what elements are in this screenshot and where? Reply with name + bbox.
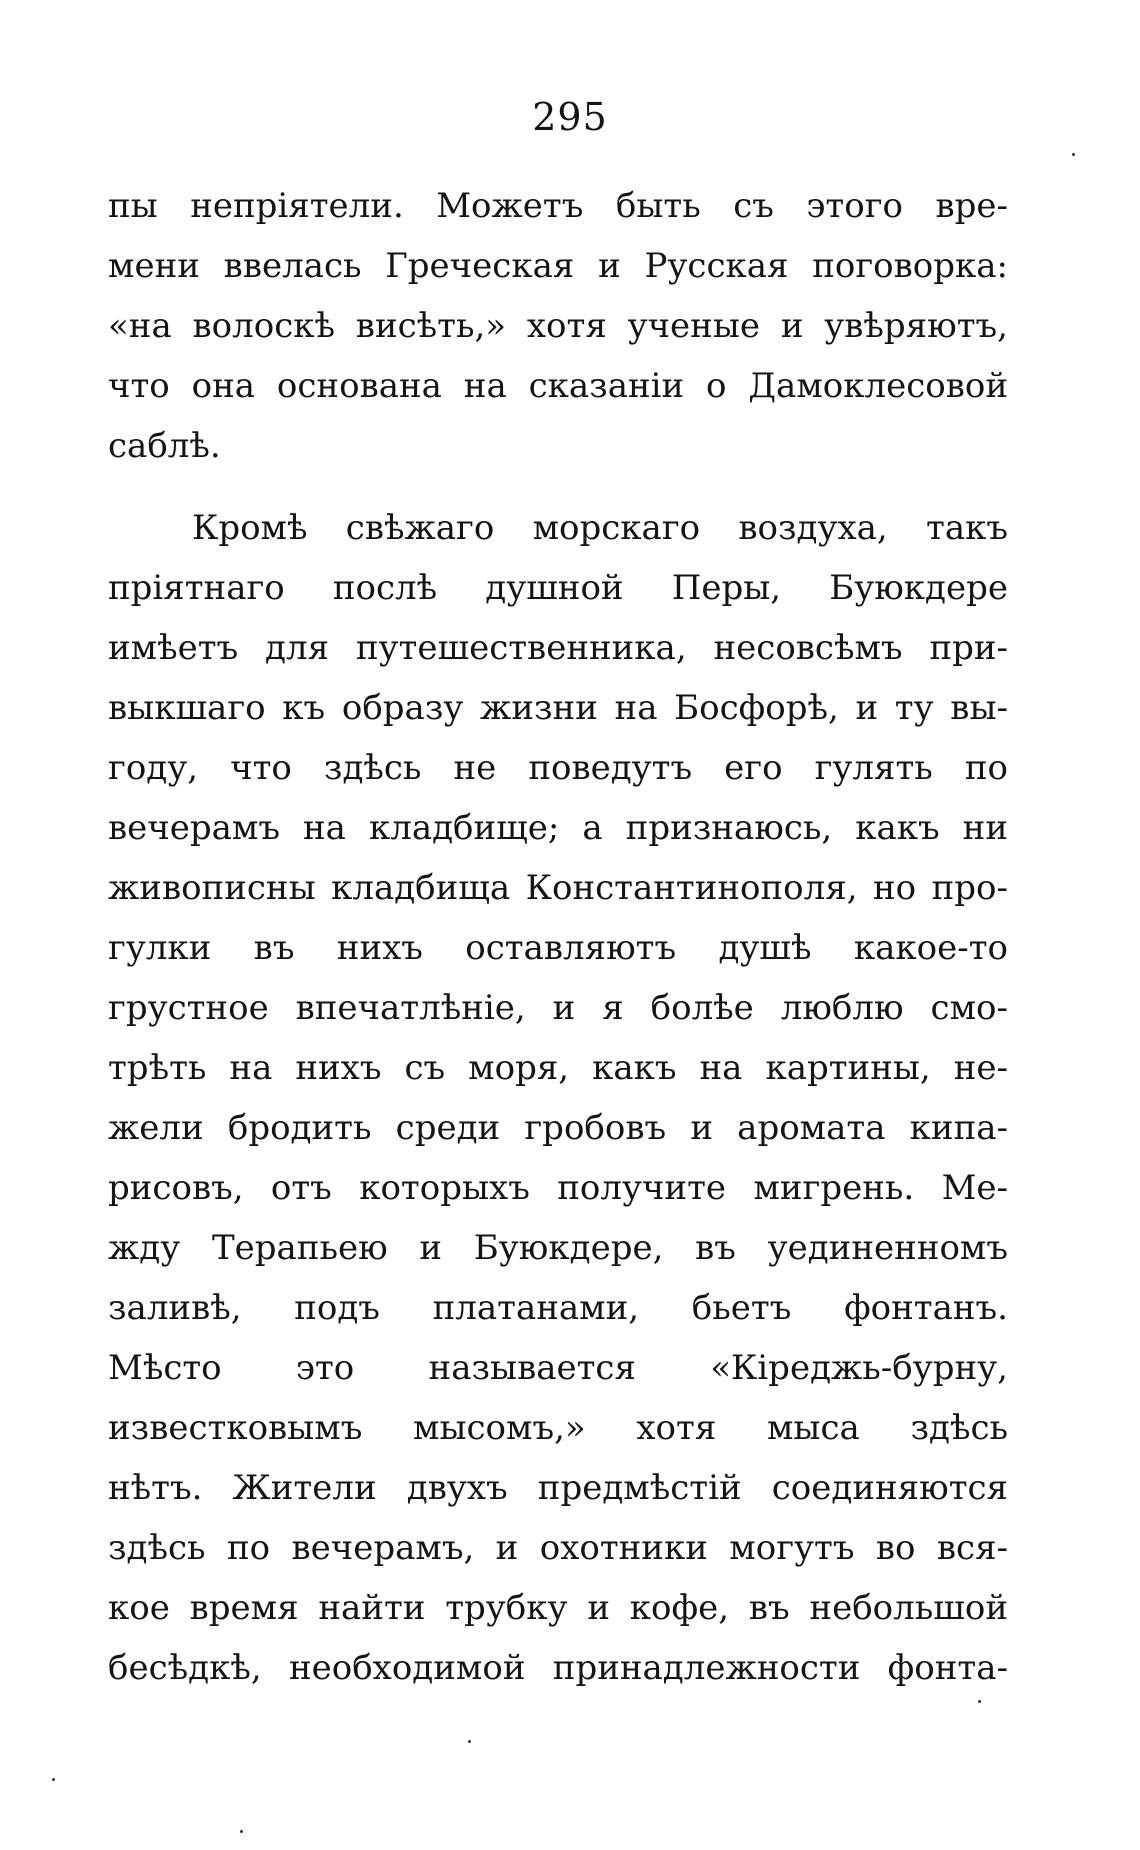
text-line: «на волоскѣ висѣть,» хотя ученые и увѣряютъ, bbox=[108, 306, 1008, 346]
text-line: Мѣсто это называется «Кіреджь-бурну, bbox=[108, 1348, 1008, 1388]
page-number: 295 bbox=[532, 95, 608, 139]
text-line: выкшаго къ образу жизни на Босфорѣ, и ту вы- bbox=[108, 688, 1008, 728]
text-line: бесѣдкѣ, необходимой принадлежности фонта- bbox=[108, 1648, 1008, 1688]
text-line: кое время найти трубку и кофе, въ небольшой bbox=[108, 1588, 1008, 1628]
text-line: гулки въ нихъ оставляютъ душѣ какое-то bbox=[108, 928, 1008, 968]
scan-speck bbox=[468, 1740, 471, 1743]
text-line: году, что здѣсь не поведутъ его гулять по bbox=[108, 748, 1008, 788]
text-line: нѣтъ. Жители двухъ предмѣстій соединяются bbox=[108, 1468, 1008, 1508]
scan-speck bbox=[52, 1778, 55, 1781]
text-line: грустное впечатлѣніе, и я болѣе люблю смо- bbox=[108, 988, 1008, 1028]
text-line: саблѣ. bbox=[108, 426, 221, 466]
text-line: известковымъ мысомъ,» хотя мыса здѣсь bbox=[108, 1408, 1008, 1448]
text-line: пы непріятели. Можетъ быть съ этого вре- bbox=[108, 186, 1008, 226]
text-line: здѣсь по вечерамъ, и охотники могутъ во вся- bbox=[108, 1528, 1008, 1568]
body-text bbox=[108, 176, 1008, 1698]
text-line: рисовъ, отъ которыхъ получите мигрень. Ме- bbox=[108, 1168, 1008, 1208]
paragraph-spacer bbox=[108, 476, 1008, 498]
text-line: трѣть на нихъ съ моря, какъ на картины, не- bbox=[108, 1048, 1008, 1088]
scan-speck bbox=[1072, 153, 1075, 156]
text-line: заливѣ, подъ платанами, бьетъ фонтанъ. bbox=[108, 1288, 1008, 1328]
text-line: жели бродить среди гробовъ и аромата кипа- bbox=[108, 1108, 1008, 1148]
text-line: живописны кладбища Константинополя, но про- bbox=[108, 868, 1008, 908]
text-line: мени ввелась Греческая и Русская поговорка: bbox=[108, 246, 1008, 286]
paragraph-2 bbox=[108, 498, 1008, 1698]
text-line: пріятнаго послѣ душной Перы, Буюкдере bbox=[108, 568, 1008, 608]
scan-speck bbox=[240, 1830, 243, 1833]
text-line: имѣетъ для путешественника, несовсѣмъ при- bbox=[108, 628, 1008, 668]
text-line: Кромѣ свѣжаго морскаго воздуха, такъ bbox=[192, 508, 1008, 548]
scan-speck bbox=[978, 1700, 981, 1703]
paragraph-1 bbox=[108, 176, 1008, 476]
text-line: что она основана на сказаніи о Дамоклесовой bbox=[108, 366, 1008, 406]
text-line: жду Терапьею и Буюкдере, въ уединенномъ bbox=[108, 1228, 1008, 1268]
text-line: вечерамъ на кладбище; а признаюсь, какъ ни bbox=[108, 808, 1008, 848]
